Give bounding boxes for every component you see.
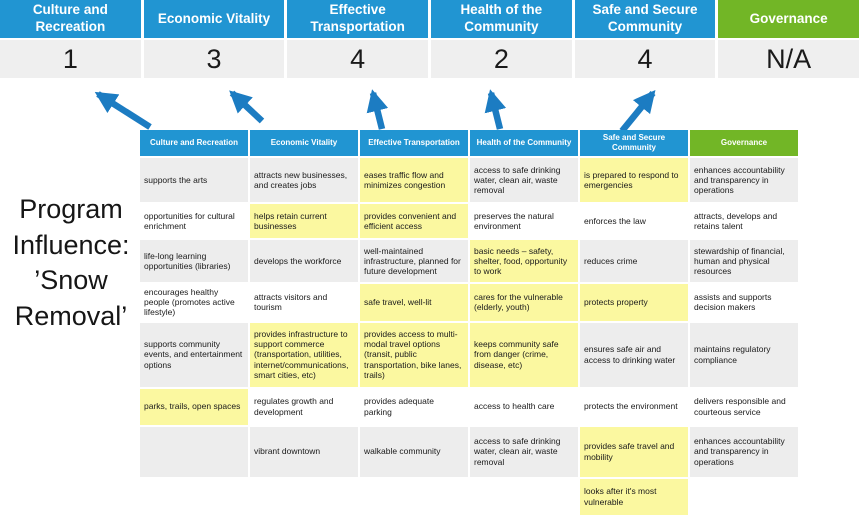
matrix-cell-r3-c1: life-long learning opportunities (libraries) [140,240,248,282]
matrix-cell-r6-c5: protects the environment [580,389,688,425]
matrix-cell-r4-c3: safe travel, well-lit [360,284,468,321]
matrix-cell-r8-c4 [470,479,578,515]
matrix-cell-r1-c3: eases traffic flow and minimizes congestion [360,158,468,202]
matrix-cell-r1-c6: enhances accountability and transparency in operations [690,158,798,202]
summary-header-health-of-the-community: Health of the Community [431,0,572,38]
matrix-cell-r2-c6: attracts, develops and retains talent [690,204,798,238]
matrix-cell-r4-c1: encourages healthy people (promotes active lifestyle) [140,284,248,321]
summary-value-culture-and-recreation: 1 [0,40,141,78]
summary-value-effective-transportation: 4 [287,40,428,78]
matrix-cell-r7-c2: vibrant downtown [250,427,358,477]
matrix-cell-r3-c2: develops the workforce [250,240,358,282]
influence-arrow-4 [491,93,500,129]
matrix-header-economic-vitality: Economic Vitality [250,130,358,156]
matrix-cell-r7-c5: provides safe travel and mobility [580,427,688,477]
influence-arrow-2 [232,93,262,121]
matrix-cell-r3-c3: well-maintained infrastructure, planned for future development [360,240,468,282]
matrix-cell-r2-c5: enforces the law [580,204,688,238]
matrix-cell-r8-c1 [140,479,248,515]
summary-header-effective-transportation: Effective Transportation [287,0,428,38]
summary-header-governance: Governance [718,0,859,38]
matrix-header-safe-and-secure-community: Safe and Secure Community [580,130,688,156]
influence-arrow-5 [622,93,653,131]
matrix-cell-r3-c6: stewardship of financial, human and physical resources [690,240,798,282]
summary-value-economic-vitality: 3 [144,40,285,78]
summary-value-safe-and-secure-community: 4 [575,40,716,78]
matrix-cell-r1-c2: attracts new businesses, and creates jobs [250,158,358,202]
matrix-cell-r7-c4: access to safe drinking water, clean air, waste removal [470,427,578,477]
matrix-cell-r4-c5: protects property [580,284,688,321]
matrix-header-culture-and-recreation: Culture and Recreation [140,130,248,156]
summary-value-governance: N/A [718,40,859,78]
influence-arrow-1 [98,94,150,127]
matrix-cell-r2-c1: opportunities for cultural enrichment [140,204,248,238]
matrix-cell-r4-c6: assists and supports decision makers [690,284,798,321]
influence-matrix [140,130,800,515]
matrix-cell-r6-c6: delivers responsible and courteous service [690,389,798,425]
summary-values-band [0,40,859,78]
matrix-cell-r8-c2 [250,479,358,515]
summary-header-economic-vitality: Economic Vitality [144,0,285,38]
matrix-cell-r4-c2: attracts visitors and tourism [250,284,358,321]
matrix-cell-r3-c5: reduces crime [580,240,688,282]
matrix-header-effective-transportation: Effective Transportation [360,130,468,156]
matrix-cell-r7-c3: walkable community [360,427,468,477]
matrix-cell-r6-c2: regulates growth and development [250,389,358,425]
matrix-cell-r8-c5: looks after it's most vulnerable [580,479,688,515]
matrix-cell-r2-c4: preserves the natural environment [470,204,578,238]
summary-header-safe-and-secure-community: Safe and Secure Community [575,0,716,38]
matrix-cell-r6-c4: access to health care [470,389,578,425]
matrix-header-governance: Governance [690,130,798,156]
summary-header-culture-and-recreation: Culture and Recreation [0,0,141,38]
matrix-cell-r7-c1 [140,427,248,477]
matrix-cell-r3-c4: basic needs – safety, shelter, food, opportunity to work [470,240,578,282]
program-influence-title: Program Influence: ’Snow Removal’ [12,194,130,331]
summary-value-health-of-the-community: 2 [431,40,572,78]
matrix-cell-r5-c6: maintains regulatory compliance [690,323,798,387]
matrix-cell-r1-c4: access to safe drinking water, clean air, waste removal [470,158,578,202]
matrix-cell-r7-c6: enhances accountability and transparency in operations [690,427,798,477]
matrix-cell-r5-c4: keeps community safe from danger (crime, disease, etc) [470,323,578,387]
matrix-cell-r2-c3: provides convenient and efficient access [360,204,468,238]
matrix-cell-r8-c3 [360,479,468,515]
matrix-header-health-of-the-community: Health of the Community [470,130,578,156]
matrix-cell-r5-c5: ensures safe air and access to drinking water [580,323,688,387]
matrix-cell-r1-c5: is prepared to respond to emergencies [580,158,688,202]
matrix-cell-r6-c1: parks, trails, open spaces [140,389,248,425]
matrix-cell-r5-c1: supports community events, and entertainment options [140,323,248,387]
influence-arrow-3 [373,93,382,129]
matrix-cell-r5-c3: provides access to multi-modal travel options (transit, public transportation, bike lanes, trails) [360,323,468,387]
matrix-cell-r1-c1: supports the arts [140,158,248,202]
summary-header-band [0,0,859,38]
matrix-cell-r2-c2: helps retain current businesses [250,204,358,238]
matrix-cell-r4-c4: cares for the vulnerable (elderly, youth) [470,284,578,321]
matrix-cell-r6-c3: provides adequate parking [360,389,468,425]
matrix-cell-r8-c6 [690,479,798,515]
matrix-cell-r5-c2: provides infrastructure to support commerce (transportation, utilities, internet/communications, smart cities, etc) [250,323,358,387]
